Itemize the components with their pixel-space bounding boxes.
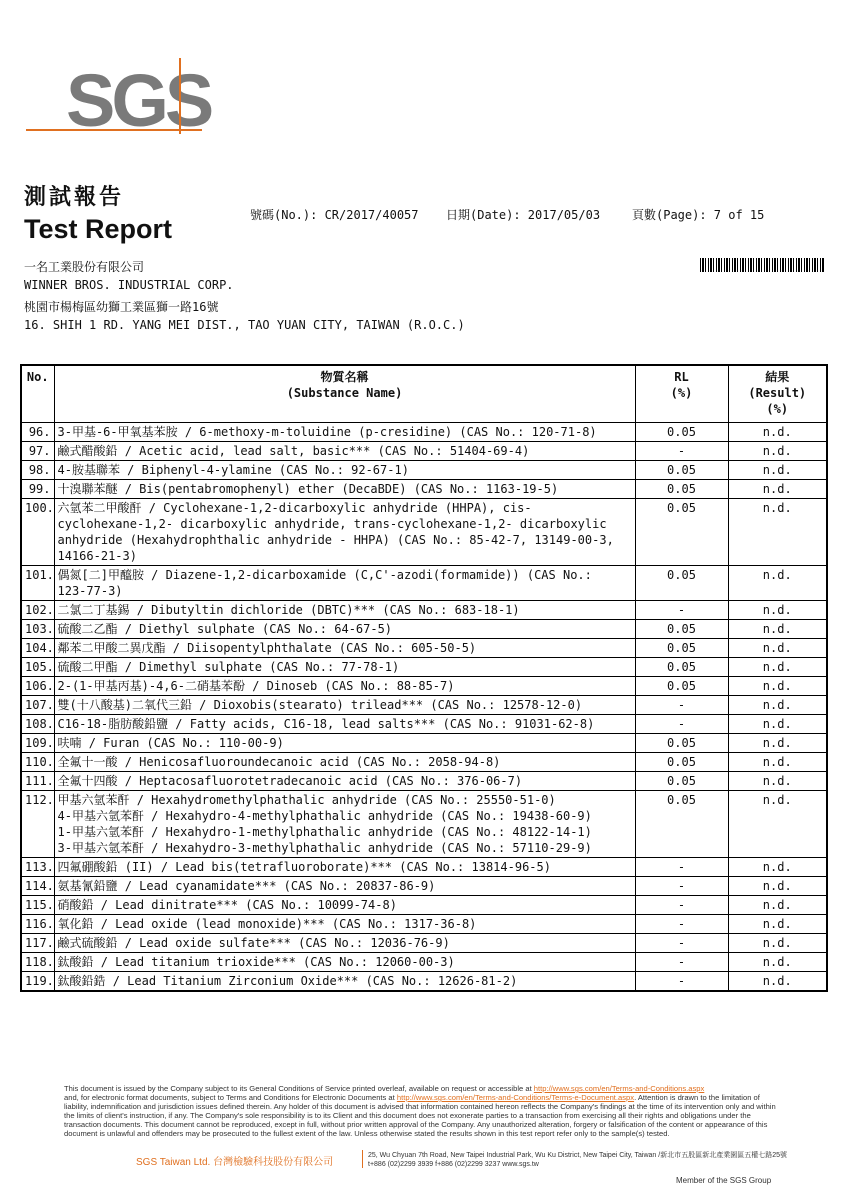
table-row	[21, 480, 827, 499]
table-row	[21, 772, 827, 791]
row-number: 105.	[21, 658, 54, 677]
table-row	[21, 953, 827, 972]
result-value: n.d.	[728, 423, 827, 442]
client-name-cn: 一名工業股份有限公司	[24, 260, 145, 274]
client-name-en: WINNER BROS. INDUSTRIAL CORP.	[24, 278, 234, 292]
member-of-group: Member of the SGS Group	[676, 1176, 772, 1185]
result-value: n.d.	[728, 715, 827, 734]
client-address-cn: 桃園市楊梅區幼獅工業區獅一路16號	[24, 300, 219, 314]
table-header-row	[21, 365, 827, 423]
substance-name: 4-胺基聯苯 / Biphenyl-4-ylamine (CAS No.: 92-67-1)	[54, 461, 635, 480]
substance-name: 六氫苯二甲酸酐 / Cyclohexane-1,2-dicarboxylic anhydride (HHPA), cis- cyclohexane-1,2- dicarboxylic anhydride, trans-cyclohexane-1,2- dicarboxylic anhydride (Hexahydrophthalic anhydride - HHPA) (CAS No.: 85-42-7, 13149-00-3, 14166-21-3)	[54, 499, 635, 566]
result-value: n.d.	[728, 658, 827, 677]
result-value: n.d.	[728, 639, 827, 658]
footer-company: SGS Taiwan Ltd. 台灣檢驗科技股份有限公司	[136, 1157, 334, 1168]
table-row	[21, 601, 827, 620]
table-row	[21, 791, 827, 858]
disclaimer-line1: This document is issued by the Company subject to its General Conditions of Service printed overleaf, available on request or accessible at	[64, 1084, 534, 1093]
client-address-en: 16. SHIH 1 RD. YANG MEI DIST., TAO YUAN CITY, TAIWAN (R.O.C.)	[24, 318, 465, 332]
result-value: n.d.	[728, 601, 827, 620]
substance-name: 雙(十八酸基)二氧代三鉛 / Dioxobis(stearato) trilead*** (CAS No.: 12578-12-0)	[54, 696, 635, 715]
table-row	[21, 753, 827, 772]
result-value: n.d.	[728, 934, 827, 953]
report-number: 號碼(No.): CR/2017/40057	[250, 208, 419, 222]
rl-value: -	[635, 858, 728, 877]
table-row	[21, 896, 827, 915]
footer-disclaimer	[64, 1084, 780, 1138]
terms-link[interactable]: http://www.sgs.com/en/Terms-and-Conditions.aspx	[533, 1084, 705, 1093]
row-number: 104.	[21, 639, 54, 658]
table-row	[21, 639, 827, 658]
row-number: 115.	[21, 896, 54, 915]
rl-value: -	[635, 934, 728, 953]
row-number: 98.	[21, 461, 54, 480]
result-value: n.d.	[728, 896, 827, 915]
row-number: 99.	[21, 480, 54, 499]
rl-value: 0.05	[635, 480, 728, 499]
result-value: n.d.	[728, 877, 827, 896]
substance-name: 十溴聯苯醚 / Bis(pentabromophenyl) ether (DecaBDE) (CAS No.: 1163-19-5)	[54, 480, 635, 499]
table-row	[21, 658, 827, 677]
footer-address-line: 25, Wu Chyuan 7th Road, New Taipei Industrial Park, Wu Ku District, New Taipei City, Taiwan /新北市五股區新北產業園區五權七路25號	[368, 1152, 787, 1159]
row-number: 118.	[21, 953, 54, 972]
rl-value: 0.05	[635, 423, 728, 442]
table-row	[21, 915, 827, 934]
disclaimer-body: drawn to the limitation of liability, indemnification and jurisdiction issues defined therein. Any holder of this document is advised that information contained hereon reflects the Company's findings at the time of its intervention only and within the limits of client's instruction, if any. The Company's sole responsibility is to its Client and this document does not exonerate parties to a transaction from exercising all their rights and obligations under the transaction documents. This document cannot be reproduced, except in full, without prior written approval of the Company. Any unauthorized alteration, forgery or falsification of the content or appearance of this document is unlawful and offenders may be prosecuted to the fullest extent of the law. Unless otherwise stated the results shown in this test report refer only to the sample(s) tested.	[64, 1093, 776, 1138]
row-number: 97.	[21, 442, 54, 461]
row-number: 108.	[21, 715, 54, 734]
substance-name: 鹼式硫酸鉛 / Lead oxide sulfate*** (CAS No.: 12036-76-9)	[54, 934, 635, 953]
rl-value: -	[635, 877, 728, 896]
substance-name: 四氟硼酸鉛 (II) / Lead bis(tetrafluoroborate)*** (CAS No.: 13814-96-5)	[54, 858, 635, 877]
result-value: n.d.	[728, 915, 827, 934]
row-number: 103.	[21, 620, 54, 639]
substance-name: 偶氮[二]甲醯胺 / Diazene-1,2-dicarboxamide (C,C'-azodi(formamide)) (CAS No.: 123-77-3)	[54, 566, 635, 601]
substance-name: 硝酸鉛 / Lead dinitrate*** (CAS No.: 10099-74-8)	[54, 896, 635, 915]
rl-value: -	[635, 442, 728, 461]
result-value: n.d.	[728, 953, 827, 972]
rl-value: 0.05	[635, 499, 728, 566]
table-row	[21, 696, 827, 715]
table-row	[21, 442, 827, 461]
table-row	[21, 877, 827, 896]
row-number: 109.	[21, 734, 54, 753]
result-value: n.d.	[728, 972, 827, 992]
row-number: 101.	[21, 566, 54, 601]
sgs-logo	[26, 54, 226, 144]
table-row	[21, 715, 827, 734]
footer-address	[368, 1151, 787, 1169]
table-row	[21, 620, 827, 639]
header-no: No.	[21, 365, 54, 423]
rl-value: -	[635, 715, 728, 734]
row-number: 112.	[21, 791, 54, 858]
table-row	[21, 566, 827, 601]
substance-name: 氨基氰鉛鹽 / Lead cyanamidate*** (CAS No.: 20837-86-9)	[54, 877, 635, 896]
row-number: 117.	[21, 934, 54, 953]
table-row	[21, 972, 827, 992]
page-number: 頁數(Page): 7 of 15	[632, 208, 765, 222]
table-row	[21, 499, 827, 566]
result-value: n.d.	[728, 791, 827, 858]
row-number: 114.	[21, 877, 54, 896]
e-document-terms-link[interactable]: http://www.sgs.com/en/Terms-and-Conditions/Terms-e-Document.aspx	[396, 1093, 635, 1102]
disclaimer-line2-end: . Attention is	[634, 1093, 676, 1102]
row-number: 107.	[21, 696, 54, 715]
substance-name: 鈦酸鉛 / Lead titanium trioxide*** (CAS No.: 12060-00-3)	[54, 953, 635, 972]
rl-value: -	[635, 972, 728, 992]
rl-value: -	[635, 953, 728, 972]
row-number: 110.	[21, 753, 54, 772]
result-value: n.d.	[728, 677, 827, 696]
substance-name: C16-18-脂肪酸鉛鹽 / Fatty acids, C16-18, lead salts*** (CAS No.: 91031-62-8)	[54, 715, 635, 734]
substance-name: 硫酸二乙酯 / Diethyl sulphate (CAS No.: 64-67-5)	[54, 620, 635, 639]
footer-divider	[362, 1150, 363, 1168]
substance-table	[20, 364, 828, 992]
substance-name: 3-甲基-6-甲氧基苯胺 / 6-methoxy-m-toluidine (p-cresidine) (CAS No.: 120-71-8)	[54, 423, 635, 442]
row-number: 119.	[21, 972, 54, 992]
rl-value: 0.05	[635, 772, 728, 791]
table-row	[21, 858, 827, 877]
result-value: n.d.	[728, 442, 827, 461]
sgs-logo-text: SGS	[66, 59, 211, 142]
substance-name: 二氯二丁基錫 / Dibutyltin dichloride (DBTC)*** (CAS No.: 683-18-1)	[54, 601, 635, 620]
substance-name: 硫酸二甲酯 / Dimethyl sulphate (CAS No.: 77-78-1)	[54, 658, 635, 677]
substance-name: 全氟十一酸 / Henicosafluoroundecanoic acid (CAS No.: 2058-94-8)	[54, 753, 635, 772]
result-value: n.d.	[728, 734, 827, 753]
header-substance: 物質名稱 (Substance Name)	[54, 365, 635, 423]
substance-name: 鄰苯二甲酸二異戊酯 / Diisopentylphthalate (CAS No.: 605-50-5)	[54, 639, 635, 658]
row-number: 96.	[21, 423, 54, 442]
rl-value: 0.05	[635, 566, 728, 601]
result-value: n.d.	[728, 620, 827, 639]
result-value: n.d.	[728, 480, 827, 499]
rl-value: -	[635, 696, 728, 715]
result-value: n.d.	[728, 499, 827, 566]
footer-phone-line: t+886 (02)2299 3939 f+886 (02)2299 3237 www.sgs.tw	[368, 1161, 539, 1168]
table-row	[21, 423, 827, 442]
result-value: n.d.	[728, 753, 827, 772]
disclaimer-line2: and, for electronic format documents, subject to Terms and Conditions for Electronic Documents at	[64, 1093, 397, 1102]
rl-value: 0.05	[635, 639, 728, 658]
row-number: 111.	[21, 772, 54, 791]
report-date: 日期(Date): 2017/05/03	[446, 208, 601, 222]
rl-value: 0.05	[635, 734, 728, 753]
row-number: 100.	[21, 499, 54, 566]
title-english: Test Report	[24, 214, 173, 244]
result-value: n.d.	[728, 696, 827, 715]
rl-value: 0.05	[635, 461, 728, 480]
rl-value: 0.05	[635, 620, 728, 639]
result-value: n.d.	[728, 461, 827, 480]
substance-name: 氧化鉛 / Lead oxide (lead monoxide)*** (CAS No.: 1317-36-8)	[54, 915, 635, 934]
row-number: 113.	[21, 858, 54, 877]
title-chinese: 測試報告	[24, 184, 125, 210]
result-value: n.d.	[728, 772, 827, 791]
substance-name: 2-(1-甲基丙基)-4,6-二硝基苯酚 / Dinoseb (CAS No.: 88-85-7)	[54, 677, 635, 696]
row-number: 106.	[21, 677, 54, 696]
rl-value: -	[635, 915, 728, 934]
result-value: n.d.	[728, 858, 827, 877]
table-row	[21, 677, 827, 696]
barcode	[700, 258, 824, 272]
rl-value: -	[635, 601, 728, 620]
header-result: 結果 (Result) (%)	[728, 365, 827, 423]
row-number: 116.	[21, 915, 54, 934]
substance-name: 甲基六氫苯酐 / Hexahydromethylphathalic anhydride (CAS No.: 25550-51-0) 4-甲基六氫苯酐 / Hexahydro-4-methylphathalic anhydride (CAS No.: 19438-60-9) 1-甲基六氫苯酐 / Hexahydro-1-methylphathalic anhydride (CAS No.: 48122-14-1) 3-甲基六氫苯酐 / Hexahydro-3-methylphathalic anhydride (CAS No.: 57110-29-9)	[54, 791, 635, 858]
rl-value: 0.05	[635, 791, 728, 858]
substance-name: 全氟十四酸 / Heptacosafluorotetradecanoic acid (CAS No.: 376-06-7)	[54, 772, 635, 791]
rl-value: 0.05	[635, 753, 728, 772]
table-row	[21, 934, 827, 953]
substance-name: 鈦酸鉛鋯 / Lead Titanium Zirconium Oxide*** (CAS No.: 12626-81-2)	[54, 972, 635, 992]
rl-value: -	[635, 896, 728, 915]
table-row	[21, 734, 827, 753]
result-value: n.d.	[728, 566, 827, 601]
table-row	[21, 461, 827, 480]
rl-value: 0.05	[635, 677, 728, 696]
row-number: 102.	[21, 601, 54, 620]
rl-value: 0.05	[635, 658, 728, 677]
substance-name: 鹼式醋酸鉛 / Acetic acid, lead salt, basic*** (CAS No.: 51404-69-4)	[54, 442, 635, 461]
substance-name: 呋喃 / Furan (CAS No.: 110-00-9)	[54, 734, 635, 753]
header-rl: RL (%)	[635, 365, 728, 423]
